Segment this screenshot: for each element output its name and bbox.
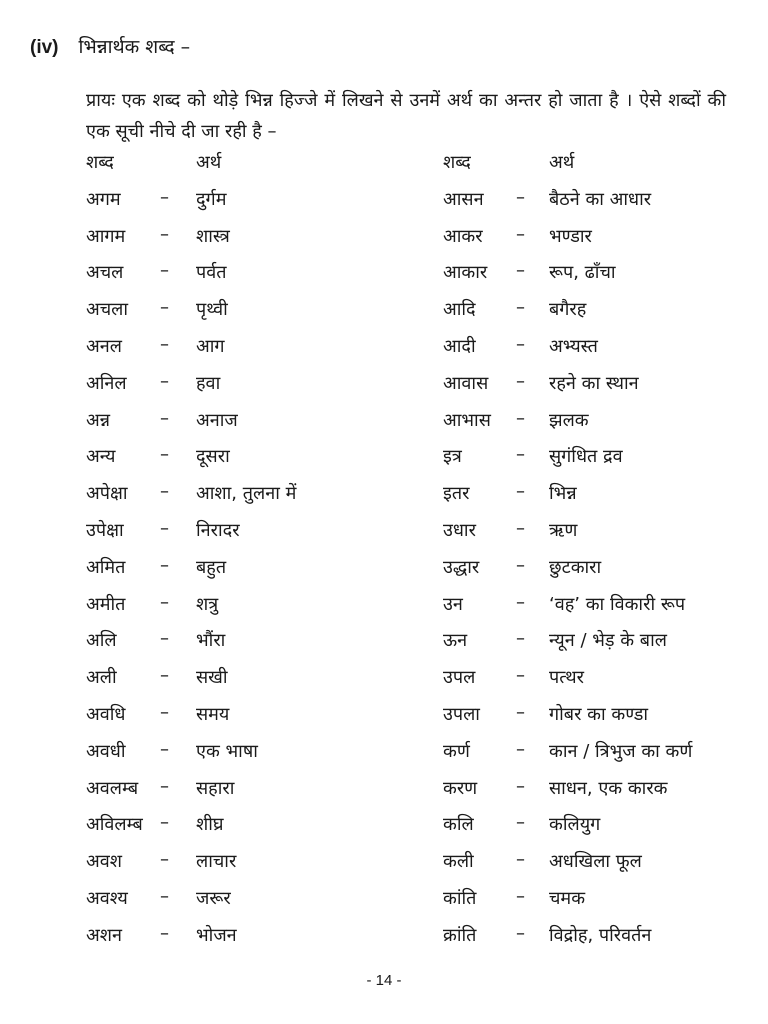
word: अशन <box>86 924 122 946</box>
meaning: कलियुग <box>549 814 601 836</box>
dash-separator: – <box>516 554 525 576</box>
dash-separator: – <box>160 407 169 429</box>
dash-separator: – <box>160 554 169 576</box>
word-entry-row <box>86 628 386 665</box>
word: आकर <box>443 225 483 247</box>
dash-separator: – <box>516 738 525 760</box>
dash-separator: – <box>516 775 525 797</box>
word-entry-row <box>86 371 386 408</box>
meaning-column-header: अर्थ <box>196 152 222 173</box>
meaning: सहारा <box>196 777 235 799</box>
column-header-row <box>86 150 386 187</box>
word: कली <box>443 851 474 873</box>
word-entry-row <box>86 592 386 629</box>
dash-separator: – <box>160 481 169 503</box>
meaning: बगैरह <box>549 299 587 321</box>
word-entry-row <box>443 776 743 813</box>
dash-separator: – <box>516 812 525 834</box>
word: अली <box>86 667 117 689</box>
word: उपला <box>443 703 480 725</box>
word: अनल <box>86 335 122 357</box>
dash-separator: – <box>516 223 525 245</box>
word-entry-row <box>443 849 743 886</box>
column-header-row <box>443 150 743 187</box>
intro-paragraph: प्रायः एक शब्द को थोड़े भिन्न हिज्जे में लिखने से उनमें अर्थ का अन्तर हो जाता है । ऐसे शब्दों की एक सूची नीचे दी जा रही है – <box>86 90 726 142</box>
word-list-left <box>86 150 386 960</box>
meaning: दुर्गम <box>196 188 227 210</box>
word: उन <box>443 593 463 615</box>
meaning: चमक <box>549 887 586 909</box>
meaning: रहने का स्थान <box>549 372 639 394</box>
word: उपेक्षा <box>86 519 124 541</box>
section-heading <box>30 33 190 59</box>
word-entry-row <box>86 665 386 702</box>
meaning: ‘वह’ का विकारी रूप <box>549 593 686 615</box>
word-entry-row <box>443 812 743 849</box>
word: अन्न <box>86 409 111 431</box>
word: अमीत <box>86 593 126 615</box>
word-entry-row <box>443 224 743 261</box>
word-entry-row <box>86 481 386 518</box>
word-entry-row <box>86 334 386 371</box>
word: अवलम्ब <box>86 777 139 799</box>
dash-separator: – <box>516 260 525 282</box>
meaning: समय <box>196 703 230 725</box>
word-entry-row <box>86 408 386 445</box>
meaning: अनाज <box>196 409 238 431</box>
meaning: सुगंधित द्रव <box>549 446 623 468</box>
word-entry-row <box>443 408 743 445</box>
dash-separator: – <box>160 333 169 355</box>
word: अचला <box>86 299 129 321</box>
word: अवश्य <box>86 887 128 909</box>
word: उद्धार <box>443 556 480 578</box>
word-entry-row <box>443 665 743 702</box>
meaning: निरादर <box>196 519 240 541</box>
word: अवधी <box>86 740 126 762</box>
meaning: भण्डार <box>549 225 592 247</box>
word-entry-row <box>86 224 386 261</box>
word: क्रांति <box>443 924 477 946</box>
meaning: विद्रोह, परिवर्तन <box>549 924 652 946</box>
word: अवश <box>86 851 122 873</box>
dash-separator: – <box>160 775 169 797</box>
dash-separator: – <box>160 444 169 466</box>
meaning: भौंरा <box>196 630 226 652</box>
word-entry-row <box>443 371 743 408</box>
word-entry-row <box>443 260 743 297</box>
dash-separator: – <box>160 370 169 392</box>
word-entry-row <box>443 555 743 592</box>
meaning: रूप, ढाँचा <box>549 262 616 284</box>
dash-separator: – <box>516 370 525 392</box>
meaning: एक भाषा <box>196 740 258 762</box>
dash-separator: – <box>160 186 169 208</box>
page-number: - 14 - <box>366 972 402 989</box>
dash-separator: – <box>516 333 525 355</box>
meaning: ऋण <box>549 519 578 541</box>
word-entry-row <box>443 187 743 224</box>
word-entry-row <box>86 849 386 886</box>
word: आदि <box>443 299 476 321</box>
dash-separator: – <box>160 260 169 282</box>
dash-separator: – <box>160 628 169 650</box>
dash-separator: – <box>516 849 525 871</box>
word-entry-row <box>86 297 386 334</box>
word-entry-row <box>443 592 743 629</box>
word-entry-row <box>443 886 743 923</box>
word: उपल <box>443 667 476 689</box>
section-title: भिन्नार्थक शब्द – <box>78 36 191 58</box>
meaning: भिन्न <box>549 483 577 505</box>
meaning: हवा <box>196 372 221 394</box>
meaning: छुटकारा <box>549 556 602 578</box>
dash-separator: – <box>160 849 169 871</box>
word-entry-row <box>443 481 743 518</box>
word-entry-row <box>443 444 743 481</box>
word-entry-row <box>443 739 743 776</box>
dash-separator: – <box>516 922 525 944</box>
word-entry-row <box>86 187 386 224</box>
word: अलि <box>86 630 117 652</box>
word-entry-row <box>86 776 386 813</box>
word-entry-row <box>443 923 743 960</box>
meaning: जरूर <box>196 887 231 909</box>
word: अनिल <box>86 372 127 394</box>
dash-separator: – <box>160 591 169 613</box>
word: आसन <box>443 188 484 210</box>
dash-separator: – <box>160 701 169 723</box>
word: अगम <box>86 188 121 210</box>
dash-separator: – <box>516 297 525 319</box>
word-entry-row <box>86 739 386 776</box>
meaning: आग <box>196 335 225 357</box>
dash-separator: – <box>160 517 169 539</box>
word-entry-row <box>443 334 743 371</box>
word-entry-row <box>86 555 386 592</box>
meaning: लाचार <box>196 851 237 873</box>
word: कांति <box>443 887 477 909</box>
dash-separator: – <box>160 885 169 907</box>
word: आभास <box>443 409 491 431</box>
meaning: पृथ्वी <box>196 299 228 321</box>
word: अवधि <box>86 703 126 725</box>
word: आकार <box>443 262 488 284</box>
dash-separator: – <box>516 665 525 687</box>
meaning: अभ्यस्त <box>549 335 598 357</box>
word: करण <box>443 777 478 799</box>
meaning: भोजन <box>196 924 237 946</box>
dash-separator: – <box>516 517 525 539</box>
section-number: (iv) <box>30 37 59 58</box>
meaning: दूसरा <box>196 446 230 468</box>
word-entry-row <box>86 260 386 297</box>
meaning-column-header: अर्थ <box>549 152 575 173</box>
meaning: साधन, एक कारक <box>549 777 668 799</box>
dash-separator: – <box>516 444 525 466</box>
word-entry-row <box>86 444 386 481</box>
word-entry-row <box>86 812 386 849</box>
word-column-header: शब्द <box>86 152 114 173</box>
meaning: पर्वत <box>196 262 227 284</box>
dash-separator: – <box>160 922 169 944</box>
word: कलि <box>443 814 474 836</box>
word: अमित <box>86 556 126 578</box>
dash-separator: – <box>160 738 169 760</box>
word-list-right <box>443 150 743 960</box>
meaning: झलक <box>549 409 589 431</box>
meaning: पत्थर <box>549 667 585 689</box>
meaning: सखी <box>196 667 228 689</box>
dash-separator: – <box>516 407 525 429</box>
word: अचल <box>86 262 124 284</box>
dash-separator: – <box>160 223 169 245</box>
meaning: अधखिला फूल <box>549 851 642 873</box>
dash-separator: – <box>516 591 525 613</box>
meaning: न्यून / भेड़ के बाल <box>549 630 667 652</box>
word: इत्र <box>443 446 462 468</box>
meaning: कान / त्रिभुज का कर्ण <box>549 740 693 762</box>
word: आवास <box>443 372 489 394</box>
meaning: शीघ्र <box>196 814 224 836</box>
dash-separator: – <box>516 628 525 650</box>
word-entry-row <box>443 518 743 555</box>
word: अविलम्ब <box>86 814 143 836</box>
word-column-header: शब्द <box>443 152 471 173</box>
word-entry-row <box>86 886 386 923</box>
word: उधार <box>443 519 476 541</box>
dash-separator: – <box>516 701 525 723</box>
word-entry-row <box>86 702 386 739</box>
dash-separator: – <box>160 297 169 319</box>
meaning: शत्रु <box>196 593 219 615</box>
word-entry-row <box>443 297 743 334</box>
word-entry-row <box>443 702 743 739</box>
meaning: बहुत <box>196 556 227 578</box>
word: अपेक्षा <box>86 483 128 505</box>
word-entry-row <box>86 923 386 960</box>
word-entry-row <box>443 628 743 665</box>
dash-separator: – <box>516 481 525 503</box>
dash-separator: – <box>160 812 169 834</box>
word: आदी <box>443 335 476 357</box>
word: आगम <box>86 225 126 247</box>
word-entry-row <box>86 518 386 555</box>
meaning: आशा, तुलना में <box>196 483 297 505</box>
meaning: शास्त्र <box>196 225 230 247</box>
meaning: बैठने का आधार <box>549 188 652 210</box>
word: कर्ण <box>443 740 470 762</box>
word: अन्य <box>86 446 116 468</box>
dash-separator: – <box>160 665 169 687</box>
meaning: गोबर का कण्डा <box>549 703 649 725</box>
word: इतर <box>443 483 470 505</box>
dash-separator: – <box>516 186 525 208</box>
dash-separator: – <box>516 885 525 907</box>
word: ऊन <box>443 630 468 652</box>
